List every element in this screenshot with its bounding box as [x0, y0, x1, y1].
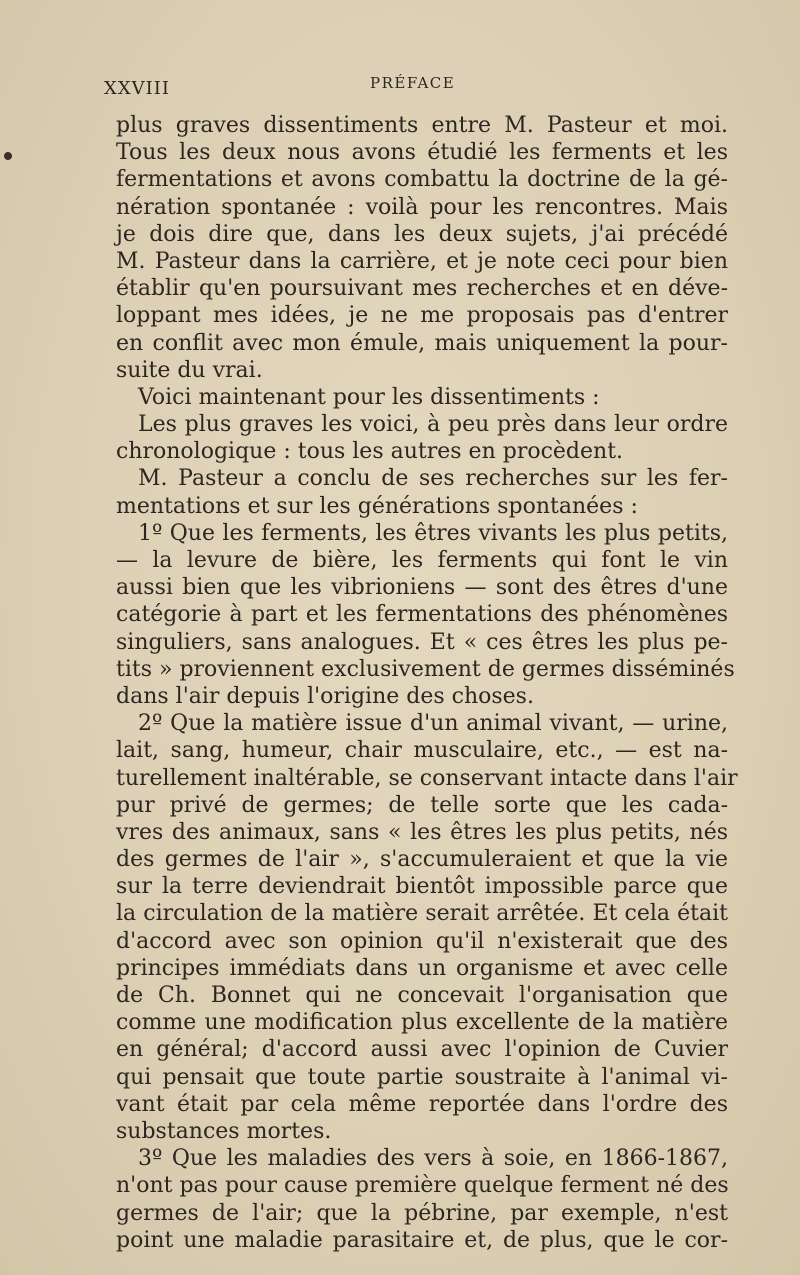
text-line: d'accord avec son opinion qu'il n'existerait que des	[116, 928, 728, 954]
text-line: principes immédiats dans un organisme et avec celle	[116, 955, 728, 981]
text-line: comme une modification plus excellente de la matière	[116, 1010, 728, 1036]
text-line: aussi bien que les vibrioniens — sont des êtres d'une	[116, 575, 728, 601]
text-line: turellement inaltérable, se conservant intacte dans l'air	[116, 765, 738, 791]
text-line: Voici maintenant pour les dissentiments :	[138, 384, 600, 410]
text-line: je dois dire que, dans les deux sujets, j'ai précédé	[116, 221, 728, 247]
text-line: nération spontanée : voilà pour les rencontres. Mais	[116, 194, 728, 220]
text-line: fermentations et avons combattu la doctrine de la gé-	[116, 167, 728, 193]
text-line: lait, sang, humeur, chair musculaire, etc., — est na-	[116, 738, 728, 764]
text-line: chronologique : tous les autres en procèdent.	[116, 439, 624, 465]
running-head: PRÉFACE	[370, 74, 456, 92]
text-line: 2º Que la matière issue d'un animal vivant, — urine,	[138, 711, 728, 737]
text-line: vant était par cela même reportée dans l'ordre des	[116, 1091, 728, 1117]
text-line: la circulation de la matière serait arrêtée. Et cela était	[116, 901, 728, 927]
body-text	[116, 112, 738, 1254]
text-line: catégorie à part et les fermentations des phénomènes	[116, 602, 728, 628]
text-line: 1º Que les ferments, les êtres vivants les plus petits,	[138, 520, 728, 546]
text-line: germes de l'air; que la pébrine, par exemple, n'est	[116, 1200, 728, 1226]
text-line: mentations et sur les générations spontanées :	[116, 493, 638, 519]
page-header	[104, 70, 734, 100]
text-line: établir qu'en poursuivant mes recherches et en déve-	[116, 276, 728, 302]
text-line: loppant mes idées, je ne me proposais pas d'entrer	[116, 303, 728, 329]
text-line: vres des animaux, sans « les êtres les plus petits, nés	[116, 819, 728, 845]
text-line: M. Pasteur a conclu de ses recherches sur les fer-	[138, 466, 728, 492]
text-line: suite du vrai.	[116, 357, 263, 383]
text-line: plus graves dissentiments entre M. Pasteur et moi.	[116, 113, 728, 138]
text-line: tits » proviennent exclusivement de germes disséminés	[116, 656, 735, 682]
text-line: des germes de l'air », s'accumuleraient et que la vie	[116, 847, 728, 873]
text-line: M. Pasteur dans la carrière, et je note ceci pour bien	[116, 248, 728, 274]
text-line: substances mortes.	[116, 1118, 332, 1144]
text-line: sur la terre deviendrait bientôt impossible parce que	[116, 874, 728, 900]
text-line: Tous les deux nous avons étudié les ferments et les	[116, 140, 728, 166]
text-line: qui pensait que toute partie soustraite à l'animal vi-	[116, 1064, 728, 1090]
text-line: 3º Que les maladies des vers à soie, en 1866-1867,	[138, 1146, 728, 1172]
text-line: dans l'air depuis l'origine des choses.	[116, 683, 534, 709]
text-line: point une maladie parasitaire et, de plus, que le cor-	[116, 1227, 728, 1253]
text-line: en général; d'accord aussi avec l'opinion de Cuvier	[116, 1037, 728, 1063]
text-line: en conflit avec mon émule, mais uniquement la pour-	[116, 330, 728, 356]
page-number: XXVIII	[104, 78, 170, 99]
text-line: singuliers, sans analogues. Et « ces êtres les plus pe-	[116, 629, 728, 655]
margin-ink-mark	[3, 151, 13, 161]
text-line: Les plus graves les voici, à peu près dans leur ordre	[138, 412, 728, 438]
text-line: de Ch. Bonnet qui ne concevait l'organisation que	[116, 983, 728, 1008]
text-line: pur privé de germes; de telle sorte que les cada-	[116, 792, 728, 818]
text-line: n'ont pas pour cause première quelque ferment né des	[116, 1173, 729, 1199]
text-line: — la levure de bière, les ferments qui font le vin	[116, 548, 728, 573]
